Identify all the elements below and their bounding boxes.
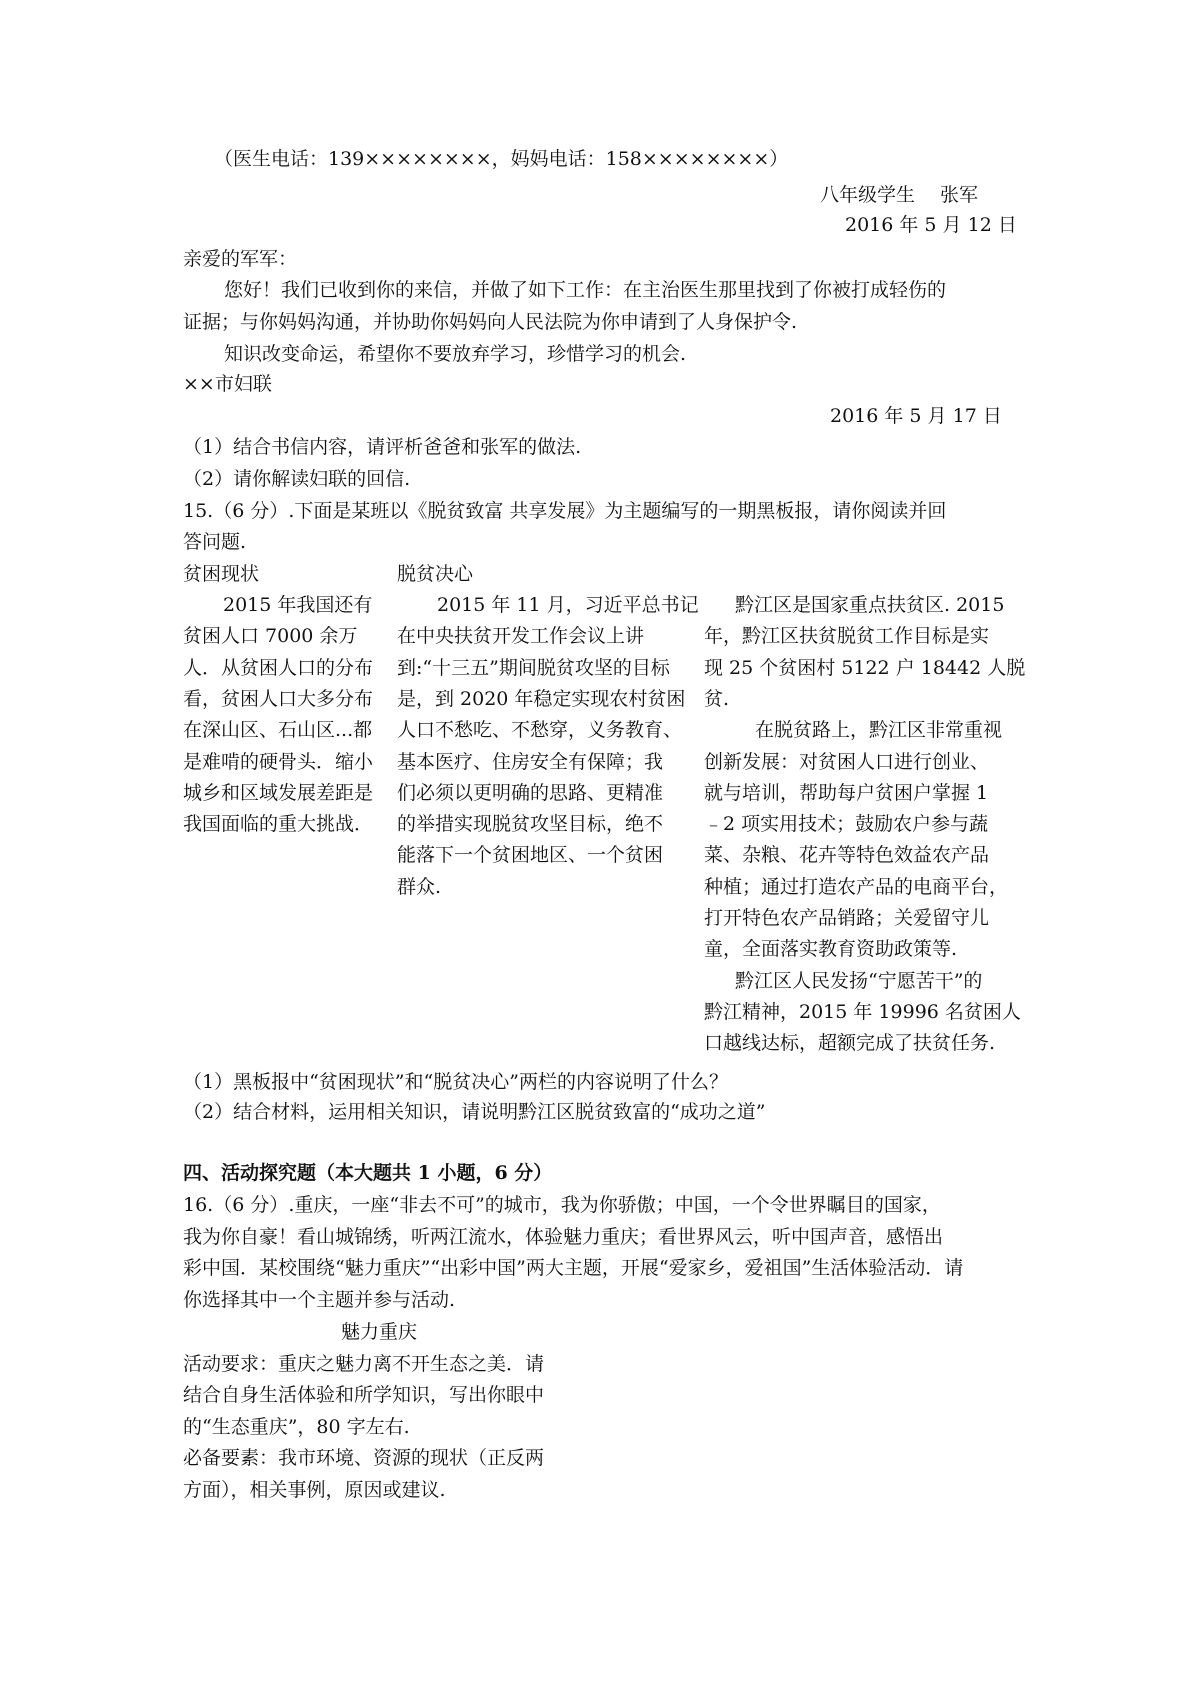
q15-subquestion-2: （2）结合材料，运用相关知识，请说明黔江区脱贫致富的“成功之道” — [183, 1101, 766, 1123]
q16-theme-line-4: 必备要素：我市环境、资源的现状（正反两 — [183, 1447, 545, 1469]
q16-stem-line-3: 彩中国．某校围绕“魅力重庆”“出彩中国”两大主题，开展“爱家乡，爱祖国”生活体验活动．请 — [183, 1257, 964, 1279]
q15-stem-line-2: 答问题. — [183, 531, 247, 553]
letter-phones: （医生电话：139××××××××，妈妈电话：158××××××××） — [214, 148, 789, 170]
q15-stem-line-1: 15.（6 分）.下面是某班以《脱贫致富 共享发展》为主题编写的一期黑板报，请你阅读并回 — [183, 500, 947, 522]
q16-theme-line-3: 的“生态重庆”，80 字左右. — [183, 1416, 410, 1438]
q15-resolve-line: 们必须以更明确的思路、更精准 — [397, 782, 664, 804]
q15-poverty-line: 人．从贫困人口的分布 — [183, 657, 374, 679]
q15-qianjiang-line: 现 25 个贫困村 5122 户 18442 人脱 — [704, 657, 1026, 679]
q15-resolve-line: 在中央扶贫开发工作会议上讲 — [397, 625, 645, 647]
q14-subquestion-2: （2）请你解读妇联的回信. — [183, 468, 411, 490]
q16-theme-line-1: 活动要求：重庆之魅力离不开生态之美．请 — [183, 1353, 545, 1375]
q15-qianjiang-line: 就与培训，帮助每户贫困户掌握 1 — [704, 782, 989, 804]
q15-resolve-line: 是，到 2020 年稳定实现农村贫困 — [397, 688, 686, 710]
q15-column-title-poverty: 贫困现状 — [183, 563, 260, 585]
q15-poverty-line: 贫困人口 7000 余万 — [183, 625, 358, 647]
q15-qianjiang-line: 黔江精神，2015 年 19996 名贫困人 — [704, 1001, 1021, 1023]
q15-resolve-line: 人口不愁吃、不愁穿，义务教育、 — [397, 719, 683, 741]
q15-qianjiang-line: 菜、杂粮、花卉等特色效益农产品 — [704, 844, 990, 866]
reply-paragraph-1-line-1: 您好！我们已收到你的来信，并做了如下工作：在主治医生那里找到了你被打成轻伤的 — [224, 279, 947, 301]
q15-qianjiang-line: 黔江区人民发扬“宁愿苦干”的 — [735, 970, 983, 992]
reply-salutation: 亲爱的军军： — [183, 248, 298, 270]
reply-sender: ××市妇联 — [183, 373, 272, 395]
q15-subquestion-1: （1）黑板报中“贫困现状”和“脱贫决心”两栏的内容说明了什么？ — [183, 1071, 728, 1093]
q15-resolve-line: 基本医疗、住房安全有保障；我 — [397, 751, 664, 773]
q16-stem-line-4: 你选择其中一个主题并参与活动. — [183, 1289, 456, 1311]
q15-resolve-line: 群众. — [397, 876, 442, 898]
section-4-heading: 四、活动探究题（本大题共 1 小题，6 分） — [183, 1162, 553, 1184]
q15-qianjiang-line: 贫. — [704, 688, 730, 710]
q15-poverty-line: 在深山区、石山区...都 — [183, 719, 373, 741]
letter-signer-date: 2016 年 5 月 12 日 — [845, 214, 1017, 236]
q15-qianjiang-line: 黔江区是国家重点扶贫区. 2015 — [735, 594, 1005, 616]
q16-theme-line-5: 方面），相关事例，原因或建议. — [183, 1479, 446, 1501]
q15-poverty-line: 我国面临的重大挑战． — [183, 813, 374, 835]
q15-qianjiang-line: 打开特色农产品销路；关爱留守儿 — [704, 907, 990, 929]
q16-theme-line-2: 结合自身生活体验和所学知识，写出你眼中 — [183, 1384, 545, 1406]
q15-qianjiang-line: 童，全面落实教育资助政策等. — [704, 938, 958, 960]
reply-date: 2016 年 5 月 17 日 — [830, 405, 1002, 427]
q15-qianjiang-line: 口越线达标，超额完成了扶贫任务. — [704, 1032, 996, 1054]
q15-poverty-line: 2015 年我国还有 — [223, 594, 373, 616]
q15-poverty-line: 看，贫困人口大多分布 — [183, 688, 374, 710]
q15-resolve-line: 2015 年 11 月，习近平总书记 — [437, 594, 699, 616]
q15-qianjiang-line: 年，黔江区扶贫脱贫工作目标是实 — [704, 625, 990, 647]
letter-signer: 八年级学生 张军 — [820, 184, 979, 206]
q15-poverty-line: 城乡和区域发展差距是 — [183, 782, 374, 804]
q15-poverty-line: 是难啃的硬骨头．缩小 — [183, 751, 374, 773]
q15-resolve-line: 到:“十三五”期间脱贫攻坚的目标 — [397, 657, 670, 679]
q15-qianjiang-line: 创新发展：对贫困人口进行创业、 — [704, 751, 990, 773]
reply-paragraph-2: 知识改变命运，希望你不要放弃学习，珍惜学习的机会. — [224, 343, 687, 365]
q14-subquestion-1: （1）结合书信内容，请评析爸爸和张军的做法. — [183, 436, 582, 458]
q15-resolve-line: 的举措实现脱贫攻坚目标，绝不 — [397, 813, 664, 835]
q16-theme-title: 魅力重庆 — [341, 1321, 418, 1343]
q16-stem-line-1: 16.（6 分）.重庆，一座“非去不可”的城市，我为你骄傲；中国，一个令世界瞩目的国家， — [183, 1194, 941, 1216]
q15-qianjiang-line: 在脱贫路上，黔江区非常重视 — [755, 719, 1003, 741]
q15-qianjiang-line: ﹣2 项实用技术；鼓励农户参与蔬 — [704, 813, 989, 835]
q15-resolve-line: 能落下一个贫困地区、一个贫困 — [397, 844, 664, 866]
q15-column-title-resolve: 脱贫决心 — [397, 563, 474, 585]
q16-stem-line-2: 我为你自豪！看山城锦绣，听两江流水，体验魅力重庆；看世界风云，听中国声音，感悟出 — [183, 1226, 944, 1248]
q15-qianjiang-line: 种植；通过打造农产品的电商平台， — [704, 876, 1009, 898]
reply-paragraph-1-line-2: 证据；与你妈妈沟通，并协助你妈妈向人民法院为你申请到了人身保护令. — [183, 311, 798, 333]
